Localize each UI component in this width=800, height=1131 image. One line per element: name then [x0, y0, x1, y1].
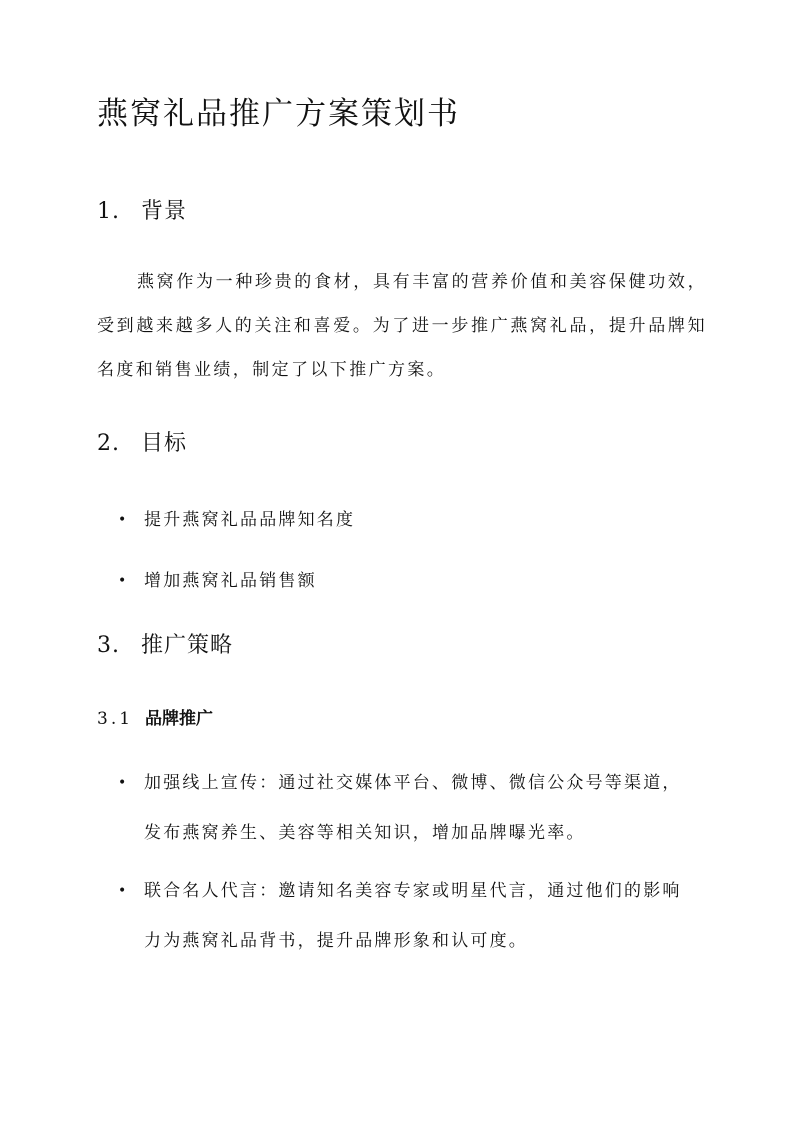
- section-1-title: 背景: [141, 199, 188, 224]
- section-2-number: 2.: [97, 431, 120, 456]
- bullet-dot-icon: •: [118, 512, 129, 528]
- subsection-3-1-number: 3.1: [97, 709, 134, 729]
- list-item-text: 提升燕窝礼品品牌知名度: [144, 510, 356, 530]
- list-item-text: 加强线上宣传：通过社交媒体平台、微博、微信公众号等渠道，发布燕窝养生、美容等相关知识，增加品牌曝光率。: [144, 773, 682, 843]
- document-title: 燕窝礼品推广方案策划书: [97, 96, 460, 132]
- list-item: [118, 866, 688, 966]
- list-item: [118, 758, 688, 858]
- background-paragraph: 燕窝作为一种珍贵的食材，具有丰富的营养价值和美容保健功效，受到越来越多人的关注和喜爱。为了进一步推广燕窝礼品，提升品牌知名度和销售业绩，制定了以下推广方案。: [97, 272, 707, 380]
- list-item: [118, 495, 688, 545]
- section-3-number: 3.: [97, 633, 120, 658]
- subsection-3-1-heading: [97, 706, 213, 732]
- section-1-number: 1.: [97, 199, 120, 224]
- section-2-heading: [97, 428, 187, 460]
- bullet-dot-icon: •: [118, 573, 129, 589]
- section-3-title: 推广策略: [141, 633, 234, 658]
- list-item-text: 增加燕窝礼品销售额: [144, 571, 317, 591]
- section-2-title: 目标: [141, 431, 188, 456]
- list-item-text: 联合名人代言：邀请知名美容专家或明星代言，通过他们的影响力为燕窝礼品背书，提升品牌形象和认可度。: [144, 881, 682, 951]
- section-3-heading: [97, 630, 233, 662]
- list-item: [118, 556, 688, 606]
- section-1-heading: [97, 196, 187, 228]
- bullet-dot-icon: •: [118, 883, 129, 899]
- subsection-3-1-title: 品牌推广: [145, 709, 213, 729]
- bullet-dot-icon: •: [118, 775, 129, 791]
